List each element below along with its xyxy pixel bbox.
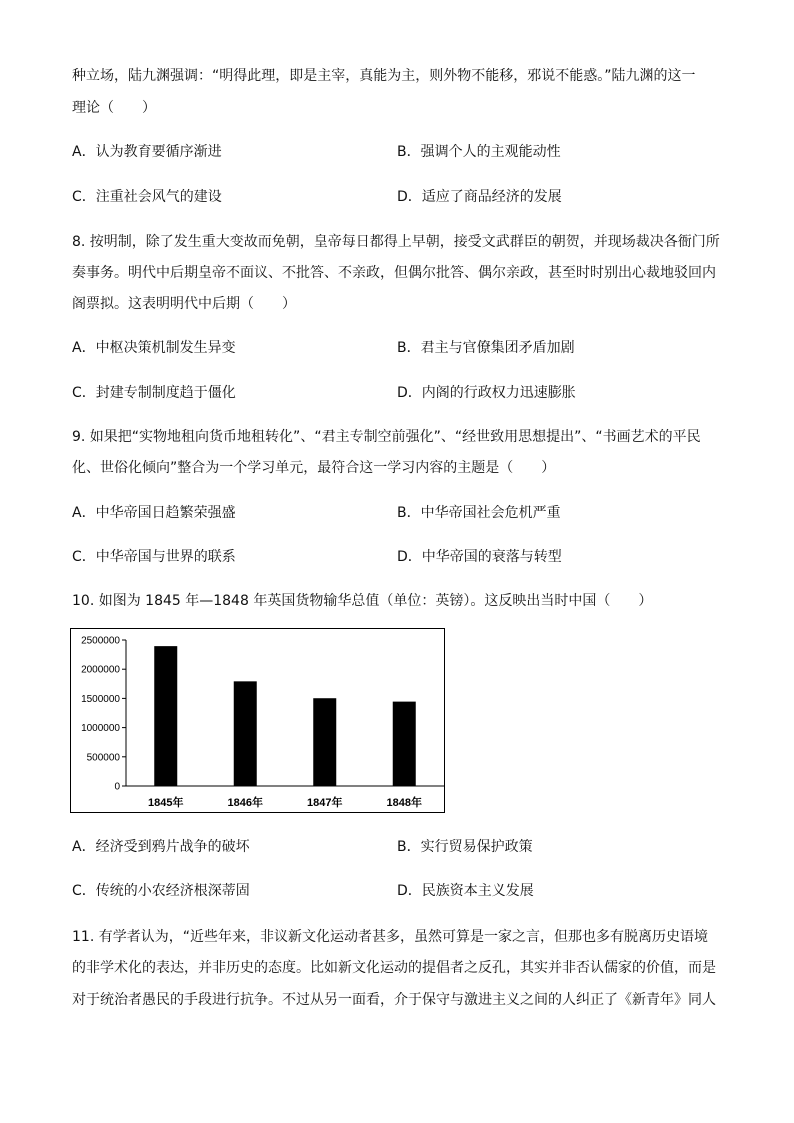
y-tick-label: 500000 [86, 752, 120, 764]
q9-option-c: C．中华帝国与世界的联系 [72, 549, 236, 565]
q10-option-b: B．实行贸易保护政策 [397, 839, 533, 855]
q8-option-b: B．君主与官僚集团矛盾加剧 [397, 340, 575, 356]
q11-stem-line-3: 对于统治者愚民的手段进行抗争。不过从另一面看，介于保守与激进主义之间的人纠正了《新青年》同人 [72, 992, 716, 1008]
bar [154, 646, 177, 786]
y-tick-label: 1500000 [81, 693, 120, 705]
q7-option-d: D．适应了商品经济的发展 [397, 189, 562, 205]
q11-stem-line-1: 11. 有学者认为，“近些年来，非议新文化运动者甚多，虽然可算是一家之言，但那也多有脱离历史语境 [72, 929, 708, 945]
q10-stem-line-1: 10. 如图为 1845 年—1848 年英国货物输华总值（单位：英镑）。这反映出当时中国（ ） [72, 593, 653, 609]
q7-option-a: A．认为教育要循序渐进 [72, 144, 222, 160]
q9-stem-line-1: 9. 如果把“实物地租向货币地租转化”、“君主专制空前强化”、“经世致用思想提出”、“书画艺术的平民 [72, 429, 701, 445]
q9-option-d: D．中华帝国的衰落与转型 [397, 549, 562, 565]
q8-stem-line-3: 阁票拟。这表明明代中后期（ ） [72, 296, 296, 312]
q10-option-c: C．传统的小农经济根深蒂固 [72, 883, 250, 899]
x-tick-label: 1847年 [307, 797, 343, 809]
chart-svg [70, 628, 450, 818]
q7-option-b: B．强调个人的主观能动性 [397, 144, 561, 160]
q9-option-a: A．中华帝国日趋繁荣强盛 [72, 505, 236, 521]
bar [313, 698, 336, 786]
q9-stem-line-2: 化、世俗化倾向”整合为一个学习单元，最符合这一学习内容的主题是（ ） [72, 460, 556, 476]
x-tick-label: 1846年 [227, 797, 263, 809]
y-tick-label: 0 [114, 781, 120, 793]
q8-stem-line-1: 8. 按明制，除了发生重大变故而免朝，皇帝每日都得上早朝，接受文武群臣的朝贺，并现场裁决各衙门所 [72, 234, 720, 250]
q8-option-d: D．内阁的行政权力迅速膨胀 [397, 385, 576, 401]
q8-option-c: C．封建专制制度趋于僵化 [72, 385, 236, 401]
q10-bar-chart [70, 628, 450, 818]
y-tick-label: 1000000 [81, 723, 120, 735]
q7-stem-line-2: 理论（ ） [72, 100, 156, 116]
x-tick-label: 1848年 [386, 797, 422, 809]
chart-frame [71, 629, 445, 813]
y-tick-label: 2000000 [81, 664, 120, 676]
q11-stem-line-2: 的非学术化的表达，并非历史的态度。比如新文化运动的提倡者之反孔，其实并非否认儒家的价值，而是 [72, 960, 716, 976]
q9-option-b: B．中华帝国社会危机严重 [397, 505, 561, 521]
q7-stem-line-1: 种立场，陆九渊强调：“明得此理，即是主宰，真能为主，则外物不能移，邪说不能惑。”陆九渊的这一 [72, 68, 696, 84]
q7-option-c: C．注重社会风气的建设 [72, 189, 222, 205]
x-tick-label: 1845年 [148, 797, 184, 809]
bar [393, 702, 416, 786]
y-tick-label: 2500000 [81, 635, 120, 647]
q10-option-d: D．民族资本主义发展 [397, 883, 534, 899]
q8-stem-line-2: 奏事务。明代中后期皇帝不面议、不批答、不亲政，但偶尔批答、偶尔亲政，甚至时时别出心裁地驳回内 [72, 265, 716, 281]
q10-option-a: A．经济受到鸦片战争的破坏 [72, 839, 250, 855]
q8-option-a: A．中枢决策机制发生异变 [72, 340, 236, 356]
bar [234, 681, 257, 786]
